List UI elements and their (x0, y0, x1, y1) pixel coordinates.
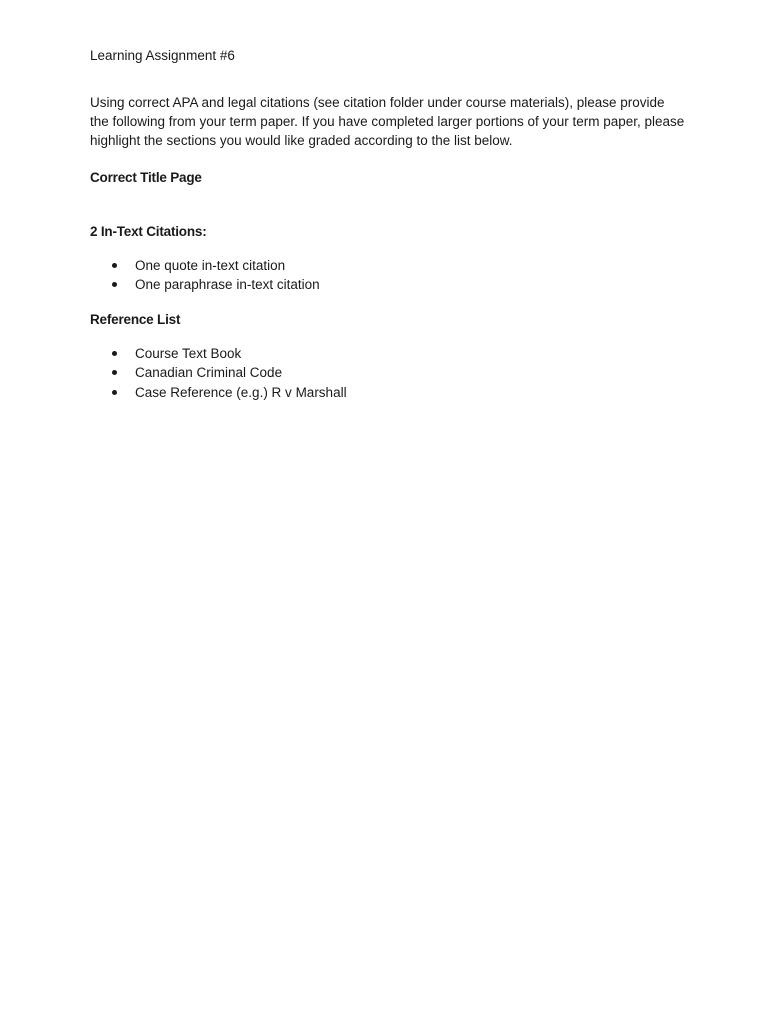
list-item (90, 275, 320, 294)
list-item-text: One quote in-text citation (135, 258, 286, 273)
list-item (90, 344, 347, 363)
bullet-icon (112, 263, 117, 268)
intro-paragraph: Using correct APA and legal citations (see citation folder under course materials), please provide the following from your term paper. If you have completed larger portions of your term paper, please highlight the sections you would like graded according to the list below. (90, 95, 685, 149)
list-item (90, 383, 347, 402)
bullet-icon (112, 390, 117, 395)
list-item (90, 363, 347, 382)
section-heading-reference-list: Reference List (90, 312, 181, 327)
reference-list (90, 344, 347, 402)
document-title: Learning Assignment #6 (90, 48, 235, 63)
bullet-icon (112, 282, 117, 287)
list-item (90, 256, 320, 275)
list-item-text: Case Reference (e.g.) R v Marshall (135, 384, 347, 400)
bullet-icon (112, 370, 117, 375)
bullet-icon (112, 351, 117, 356)
list-item-text: Course Text Book (135, 346, 242, 361)
section-heading-title-page: Correct Title Page (90, 170, 202, 185)
section-heading-in-text-citations: 2 In-Text Citations: (90, 224, 207, 239)
list-item-text: Canadian Criminal Code (135, 365, 283, 381)
in-text-citations-list (90, 256, 320, 295)
list-item-text: One paraphrase in-text citation (135, 277, 320, 293)
